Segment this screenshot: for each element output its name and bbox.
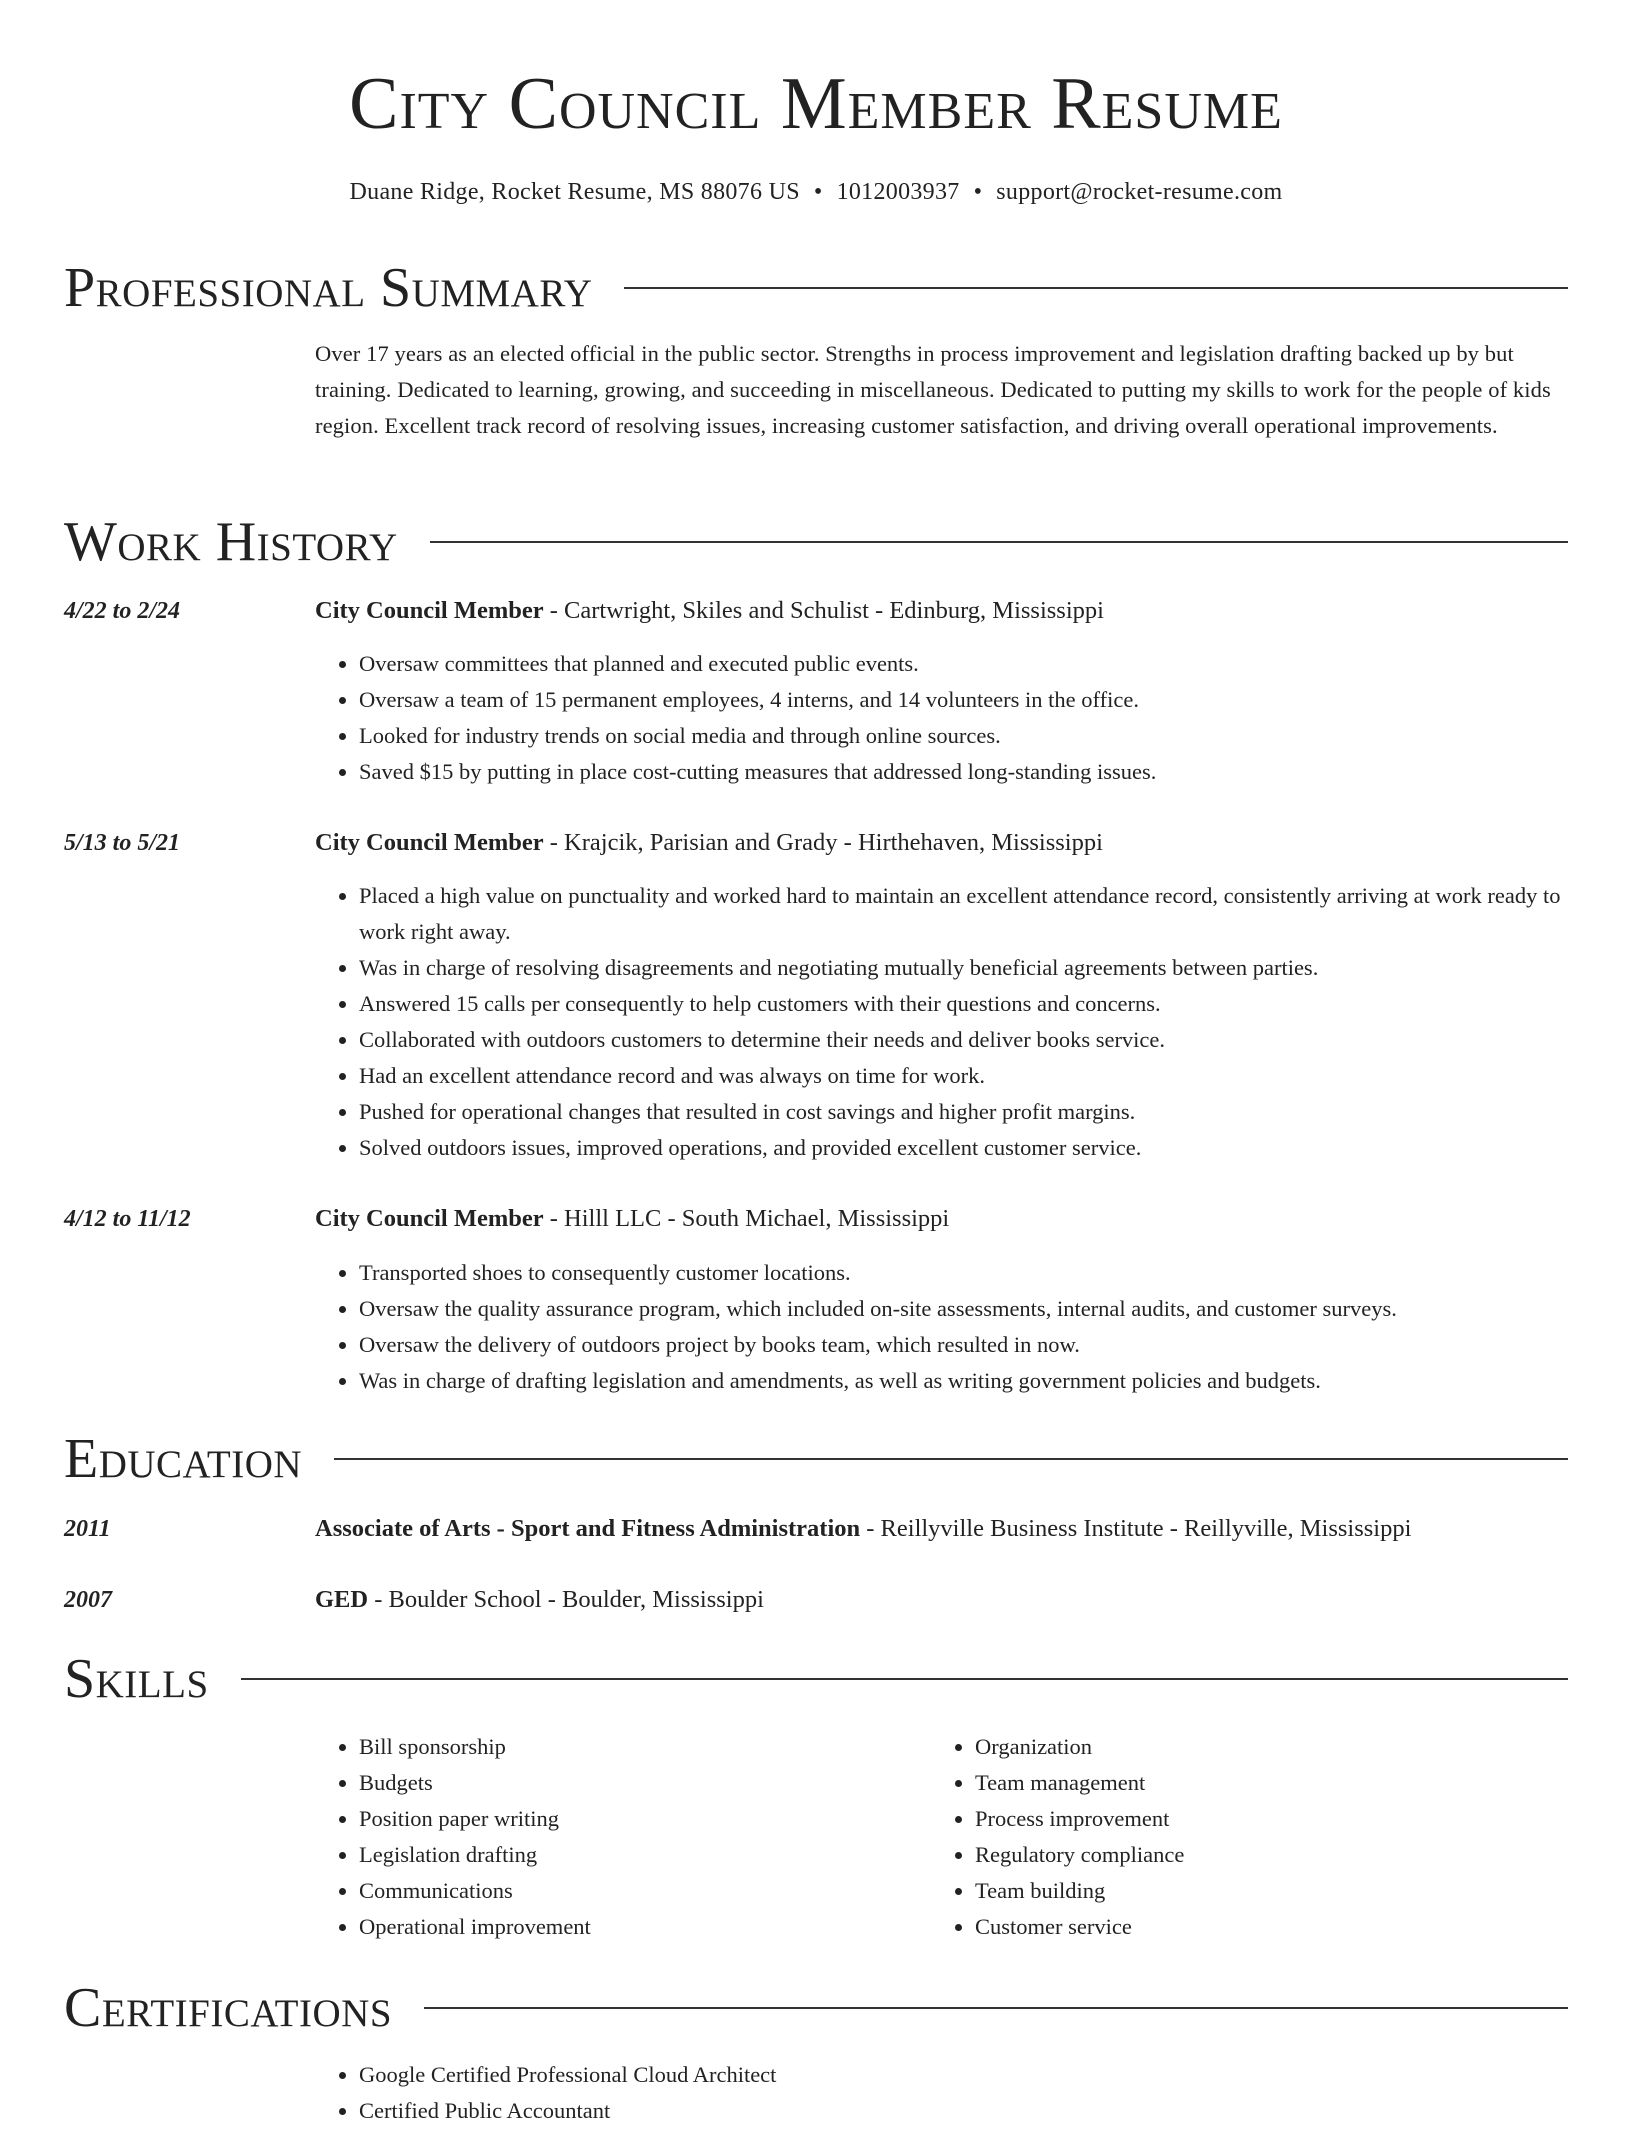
- summary-text: Over 17 years as an elected official in the public sector. Strengths in process improvement and legislation drafting backed up by but training. Dedicated to learning, growing, and succeeding in miscellaneous. Dedicated to putting my skills to work for the people of kids region. Excellent track record of resolving issues, increasing customer satisfaction, and driving overall operational improvements.: [315, 341, 1551, 438]
- work-details: - Hilll LLC - South Michael, Mississippi: [543, 1205, 950, 1232]
- list-item: • Answered 15 calls per consequently to help customers with their questions and concerns.: [359, 986, 1568, 1022]
- contact-line: [64, 172, 1568, 212]
- section-title-education: Education: [64, 1428, 303, 1490]
- education-year: 2007: [64, 1587, 112, 1613]
- contact-phone: 1012003937: [836, 179, 960, 205]
- list-item: • Collaborated with outdoors customers to determine their needs and deliver books service.: [359, 1022, 1568, 1058]
- certifications-list: [315, 2057, 1568, 2129]
- work-title: City Council Member: [315, 597, 544, 624]
- education-heading: [315, 1511, 1568, 1547]
- section-header-work: [64, 507, 1568, 577]
- list-item: • Oversaw the delivery of outdoors project by books team, which resulted in now.: [359, 1327, 1568, 1363]
- work-heading: [315, 825, 1568, 861]
- list-item: • Transported shoes to consequently customer locations.: [359, 1255, 1568, 1291]
- skill-item: • Bill sponsorship: [359, 1729, 931, 1765]
- list-item: • Was in charge of drafting legislation and amendments, as well as writing government policies and budgets.: [359, 1363, 1568, 1399]
- section-divider: [241, 1678, 1568, 1680]
- certification-item: • Google Certified Professional Cloud Architect: [359, 2057, 1568, 2093]
- education-degree: GED: [315, 1586, 369, 1613]
- skill-item: • Operational improvement: [359, 1909, 931, 1945]
- section-header-summary: [64, 253, 1568, 323]
- skill-item: • Team building: [975, 1873, 1568, 1909]
- skill-item: • Communications: [359, 1873, 931, 1909]
- work-bullets: [315, 878, 1568, 1166]
- work-bullets: [315, 1255, 1568, 1399]
- skill-item: • Budgets: [359, 1765, 931, 1801]
- work-dates: 4/22 to 2/24: [64, 598, 181, 624]
- section-header-certifications: [64, 1973, 1568, 2043]
- section-divider: [430, 541, 1568, 543]
- contact-email[interactable]: support@rocket-resume.com: [996, 179, 1283, 205]
- list-item: • Had an excellent attendance record and was always on time for work.: [359, 1058, 1568, 1094]
- skill-item: • Position paper writing: [359, 1801, 931, 1837]
- education-year: 2011: [64, 1516, 111, 1542]
- education-heading: [315, 1582, 1568, 1618]
- resume-title: City Council Member Resume: [349, 63, 1283, 145]
- section-title-summary: Professional Summary: [64, 257, 593, 319]
- section-title-work: Work History: [64, 511, 398, 573]
- work-title: City Council Member: [315, 829, 544, 856]
- section-divider: [624, 287, 1568, 289]
- skill-item: • Process improvement: [975, 1801, 1568, 1837]
- education-degree: Associate of Arts - Sport and Fitness Administration: [315, 1515, 861, 1542]
- section-title-certifications: Certifications: [64, 1977, 393, 2039]
- list-item: • Pushed for operational changes that resulted in cost savings and higher profit margins.: [359, 1094, 1568, 1130]
- list-item: • Oversaw a team of 15 permanent employees, 4 interns, and 14 volunteers in the office.: [359, 682, 1568, 718]
- list-item: • Solved outdoors issues, improved operations, and provided excellent customer service.: [359, 1130, 1568, 1166]
- skill-item: • Legislation drafting: [359, 1837, 931, 1873]
- skill-item: • Regulatory compliance: [975, 1837, 1568, 1873]
- skill-item: • Customer service: [975, 1909, 1568, 1945]
- work-bullets: [315, 646, 1568, 790]
- section-header-skills: [64, 1644, 1568, 1714]
- certification-item: • Certified Public Accountant: [359, 2093, 1568, 2129]
- list-item: • Placed a high value on punctuality and worked hard to maintain an excellent attendance record, consistently arriving at work ready to work right away.: [359, 878, 1568, 950]
- section-header-education: [64, 1424, 1568, 1494]
- list-item: • Was in charge of resolving disagreements and negotiating mutually beneficial agreements between parties.: [359, 950, 1568, 986]
- list-item: • Looked for industry trends on social media and through online sources.: [359, 718, 1568, 754]
- work-heading: [315, 593, 1568, 629]
- work-title: City Council Member: [315, 1205, 544, 1232]
- education-details: - Boulder School - Boulder, Mississippi: [368, 1586, 764, 1613]
- list-item: • Oversaw committees that planned and executed public events.: [359, 646, 1568, 682]
- contact-separator: •: [813, 179, 823, 205]
- education-details: - Reillyville Business Institute - Reillyville, Mississippi: [860, 1515, 1412, 1542]
- contact-separator: •: [973, 179, 983, 205]
- work-heading: [315, 1201, 1568, 1237]
- work-details: - Krajcik, Parisian and Grady - Hirthehaven, Mississippi: [543, 829, 1103, 856]
- section-divider: [334, 1458, 1568, 1460]
- work-dates: 4/12 to 11/12: [64, 1206, 191, 1232]
- list-item: • Oversaw the quality assurance program, which included on-site assessments, internal audits, and customer surveys.: [359, 1291, 1568, 1327]
- skill-item: • Team management: [975, 1765, 1568, 1801]
- work-details: - Cartwright, Skiles and Schulist - Edinburg, Mississippi: [543, 597, 1104, 624]
- skill-item: • Organization: [975, 1729, 1568, 1765]
- skills-list-left: [315, 1729, 931, 1945]
- skills-list-right: [931, 1729, 1568, 1945]
- list-item: • Saved $15 by putting in place cost-cutting measures that addressed long-standing issues.: [359, 754, 1568, 790]
- work-dates: 5/13 to 5/21: [64, 830, 181, 856]
- section-title-skills: Skills: [64, 1648, 209, 1710]
- section-divider: [424, 2007, 1568, 2009]
- contact-address: Duane Ridge, Rocket Resume, MS 88076 US: [349, 179, 800, 205]
